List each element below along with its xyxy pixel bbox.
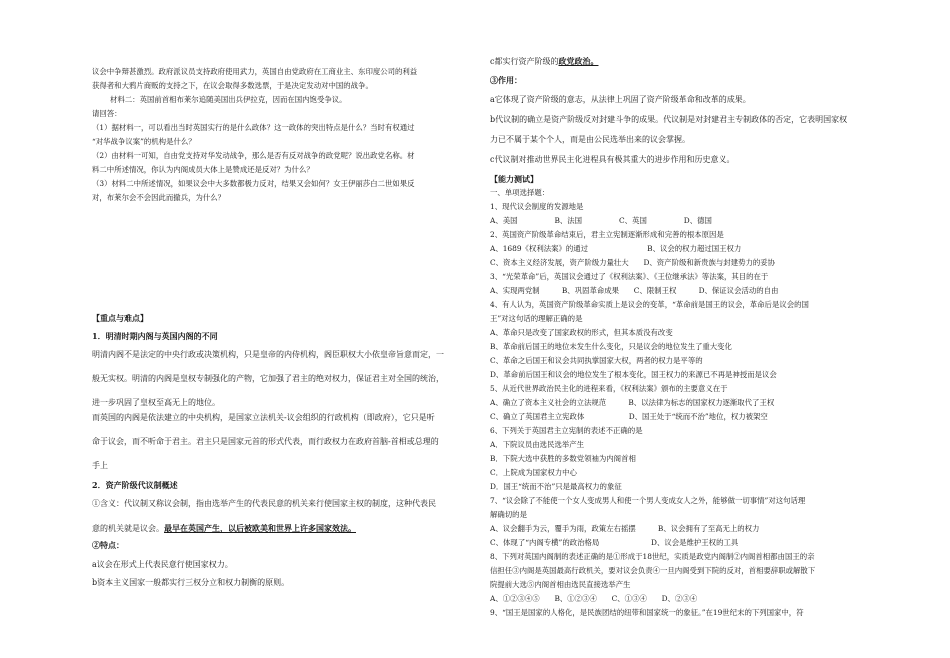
question-line: A、议会翻手为云，覆手为雨，政策左右摇摆 B、议会拥有了至高无上的权力 bbox=[490, 524, 760, 533]
question-line: 4、有人认为，英国资产阶级革命实质上是议会的变革，“革命前是国王的议会，革命后是议会的国 bbox=[490, 300, 809, 309]
feature-c-text: c都实行资产阶级的 bbox=[490, 57, 559, 66]
definition-text-2: 意的机关就是议会。 bbox=[92, 524, 164, 533]
question-line: （2）由材料一可知，自由党支持对华发动战争，那么是否有反对战争的政党呢？说出政党名称。材 bbox=[92, 151, 415, 160]
question-line: 2、英国资产阶级革命结束后，君主立宪制逐渐形成和完善的根本原因是 bbox=[490, 230, 724, 239]
question-line: 9、“国王是国家的人格化，是民族团结的纽带和国家统一的象征。”在19世纪末的下列国家中，符 bbox=[490, 608, 804, 617]
definition-line bbox=[92, 499, 436, 509]
question-line: （3）材料二中所述情况，如果议会中大多数都极力反对，结果又会如何？女王伊丽莎白二世如果反 bbox=[92, 179, 415, 188]
section-ability-test: 【能力测试】 bbox=[490, 174, 538, 184]
question-line: 8、下列对英国内阁制的表述正确的是①形成于18世纪，实质是政党内阁制②内阁首相都由国王的亲 bbox=[490, 552, 815, 561]
question-line: C、体现了“内阁专横”的政治格局 D、议会是维护王权的工具 bbox=[490, 538, 739, 547]
question-line: 一、单项选择题： bbox=[490, 188, 550, 197]
question-line: A、①②③④⑤ B、①②③④ C、①③④ D、②③④ bbox=[490, 594, 698, 603]
question-prompt: 请回答： bbox=[92, 109, 122, 118]
question-line: B、革命前后国王的地位未发生什么变化，只是议会的地位发生了重大变化 bbox=[490, 342, 732, 351]
features-label: ②特点： bbox=[92, 540, 124, 550]
feature-b: b资本主义国家一般都实行三权分立和权力制衡的原则。 bbox=[92, 578, 290, 587]
question-line: A、美国 B、法国 C、英国 D、德国 bbox=[490, 216, 712, 225]
role-b-line: 力已不属于某个个人，而是由公民选举出来的议会掌握。 bbox=[490, 135, 690, 144]
material-text-line: 议会中争辩甚激烈。政府派议员支持政府使用武力，英国自由党政府在工商业主、东印度公司的利益 bbox=[92, 67, 418, 76]
paragraph-line: 命于议会，而不听命于君主。君主只是国家元首的形式代表，而行政权力在政府首脑-首相或总理的 bbox=[92, 437, 439, 446]
role-b-line: b代议制的确立是资产阶级反对封建斗争的成果。代议制是对封建君主专制政体的否定，它表明国家权 bbox=[490, 115, 848, 124]
question-line: “对华战争议案”的机构是什么？ bbox=[92, 137, 196, 146]
feature-c bbox=[490, 56, 598, 67]
paragraph-line: 进一步巩固了皇权至高无上的地位。 bbox=[92, 398, 220, 407]
question-line: 料二中所述情况，你认为内阁成员大体上是赞成还是反对？为什么？ bbox=[92, 165, 314, 174]
question-line: 1、现代议会制度的发源地是 bbox=[490, 202, 584, 211]
question-line: A、确立了资本主义社会的立法规范 B、以法律为标志的国家权力逐渐取代了王权 bbox=[490, 398, 775, 407]
section-key-points: 【重点与难点】 bbox=[92, 313, 148, 323]
question-line: 解确切的是 bbox=[490, 510, 527, 519]
question-line: C、革命之后国王和议会共同执掌国家大权，两者的权力是平等的 bbox=[490, 356, 703, 365]
question-line: D．国王“统而不治”只是最高权力的象征 bbox=[490, 482, 622, 491]
paragraph-line: 而英国的内阁是依法建立的中央机构，是国家立法机关-议会组织的行政机构（即政府），它只是听 bbox=[92, 413, 435, 422]
definition-emphasis: 最早在英国产生，以后被欧美和世界上许多国家效法。 bbox=[164, 523, 356, 533]
question-line: 院提前大选⑤内阁首相由选民直接选举产生 bbox=[490, 580, 631, 589]
question-line: C、资本主义经济发展，资产阶级力量壮大 D、资产阶级和新贵族与封建势力的妥协 bbox=[490, 258, 776, 267]
question-line: A、1689《权利法案》的通过 B、议会的权力超过国王权力 bbox=[490, 244, 742, 253]
question-line: 信担任③内阁是英国最高行政机关，要对议会负责④一旦内阁受到下院的反对，首相要辞职或解散下 bbox=[490, 566, 816, 575]
question-line: 3、“光荣革命”后，英国议会通过了《权利法案》、《王位继承法》等法案，其目的在于 bbox=[490, 272, 769, 281]
question-line: A、革命只是改变了国家政权的形式，但其本质没有改变 bbox=[490, 328, 673, 337]
paragraph-line: 手上 bbox=[92, 461, 108, 470]
role-label: ③作用： bbox=[490, 75, 522, 85]
heading-cabinet-diff: 1．明清时期内阁与英国内阁的不同 bbox=[92, 331, 218, 341]
question-line: （1）据材料一，可以看出当时英国实行的是什么政体？这一政体的突出特点是什么？当时有权通过 bbox=[92, 123, 415, 132]
question-line: 6、下列关于英国君主立宪制的表述不正确的是 bbox=[490, 426, 643, 435]
heading-representative-system: 2．资产阶级代议制概述 bbox=[92, 480, 178, 490]
role-c: c代议制对推动世界民主化进程具有极其重大的进步作用和历史意义。 bbox=[490, 155, 735, 164]
question-line: 7、“议会除了不能使一个女人变成男人和使一个男人变成女人之外，能够做一切事情”对这句话理 bbox=[490, 496, 806, 505]
question-line: C、确立了英国君主立宪政体 D、国王处于“统而不治”地位，权力被架空 bbox=[490, 412, 768, 421]
material-text-line: 获得者和大鸦片商贩的支持之下，在议会取得多数选票，于是决定发动对中国的战争。 bbox=[92, 81, 373, 90]
feature-a: a议会在形式上代表民意行使国家权力。 bbox=[92, 560, 233, 569]
question-line: C．上院成为国家权力中心 bbox=[490, 468, 577, 477]
definition-text: 代议制又称议会制，指由选举产生的代表民意的机关来行使国家主权的制度，这种代表民 bbox=[124, 499, 436, 508]
paragraph-line: 般无实权。明清的内阁是皇权专制强化的产物，它加强了君主的绝对权力，保证君主对全国的统治， bbox=[92, 374, 444, 383]
definition-label: ①含义： bbox=[92, 499, 124, 508]
question-line: A、实现两党制 B、巩固革命成果 C、限制王权 D、保证议会活动的自由 bbox=[490, 286, 779, 295]
paragraph-line: 明清内阁不是法定的中央行政或决策机构，只是皇帝的内侍机构，阁臣职权大小依皇帝旨意而定，一 bbox=[92, 350, 444, 359]
role-a: a它体现了资产阶级的意志，从法律上巩固了资产阶级革命和改革的成果。 bbox=[490, 95, 751, 104]
question-line: 5、从近代世界政治民主化的进程来看，《权利法案》颁布的主要意义在于 bbox=[490, 384, 728, 393]
question-line: 王”对这句话的理解正确的是 bbox=[490, 314, 583, 323]
feature-c-emphasis: 政党政治。 bbox=[558, 56, 599, 66]
question-line: A．下院议员由选民选举产生 bbox=[490, 440, 585, 449]
material-two: 材料二：英国前首相布莱尔追随美国出兵伊拉克，因而在国内饱受争议。 bbox=[110, 95, 347, 104]
definition-line bbox=[92, 523, 356, 534]
question-line: D、革命前后国王和议会的地位发生了根本变化，国王权力的来源已不再是神授而是议会 bbox=[490, 370, 777, 379]
question-line: B．下院大选中获胜的多数党领袖为内阁首相 bbox=[490, 454, 636, 463]
question-line: 对，布莱尔会不会因此而撤兵，为什么？ bbox=[92, 193, 226, 202]
